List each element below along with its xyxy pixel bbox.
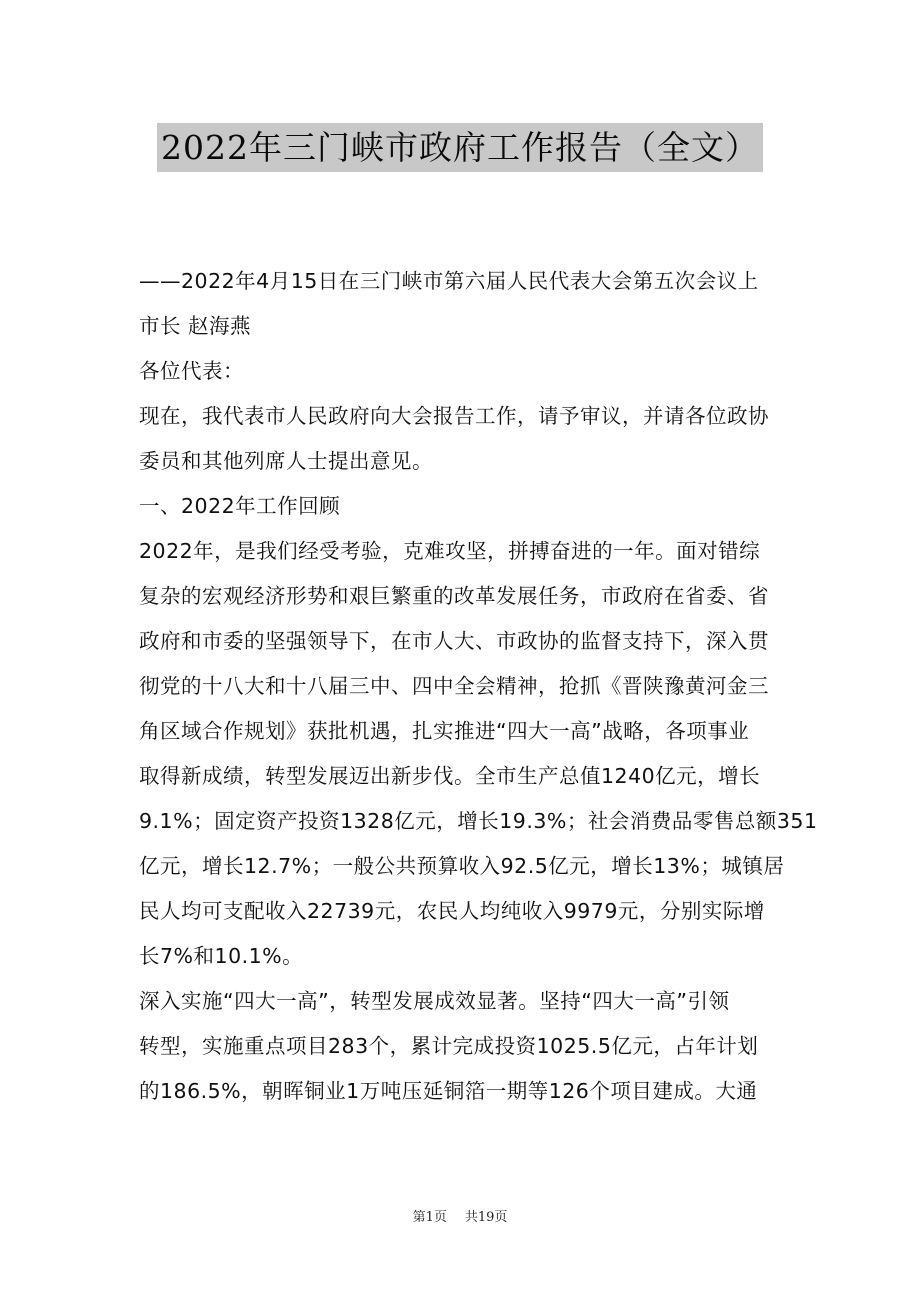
salutation: 各位代表： [139,359,244,383]
paragraph-line: 深入实施“四大一高”，转型发展成效显著。坚持“四大一高”引领 [139,989,730,1013]
paragraph-line: 取得新成绩，转型发展迈出新步伐。全市生产总值1240亿元，增长 [139,764,761,788]
page-number-total: 共19页 [464,1210,508,1225]
paragraph-line: 民人均可支配收入22739元，农民人均纯收入9979元，分别实际增 [139,899,765,923]
paragraph-line: 9.1%；固定资产投资1328亿元，增长19.3%；社会消费品零售总额351 [139,809,818,833]
paragraph-line: 彻党的十八大和十八届三中、四中全会精神，抢抓《晋陕豫黄河金三 [139,674,769,698]
paragraph-line: 长7%和10.1%。 [139,944,304,968]
paragraph-line: 亿元，增长12.7%；一般公共预算收入92.5亿元，增长13%；城镇居 [139,854,785,878]
paragraph-line: 转型，实施重点项目283个，累计完成投资1025.5亿元，占年计划 [139,1034,759,1058]
page-number-current: 第1页 [412,1210,447,1225]
paragraph-line: 委员和其他列席人士提出意见。 [139,449,433,473]
subtitle-meeting-line: ——2022年4月15日在三门峡市第六届人民代表大会第五次会议上 [139,269,759,293]
title-container [0,123,920,172]
section-heading: 一、2022年工作回顾 [139,494,341,518]
paragraph-line: 角区域合作规划》获批机遇，扎实推进“四大一高”战略，各项事业 [139,719,750,743]
page-footer [0,1206,920,1225]
speaker-line: 市长 赵海燕 [139,314,252,338]
paragraph-line: 政府和市委的坚强领导下，在市人大、市政协的监督支持下，深入贯 [139,629,769,653]
paragraph-line: 现在，我代表市人民政府向大会报告工作，请予审议，并请各位政协 [139,404,769,428]
paragraph-line: 的186.5%，朝晖铜业1万吨压延铜箔一期等126个项目建成。大通 [139,1079,758,1103]
document-body [139,262,818,1117]
paragraph-line: 复杂的宏观经济形势和艰巨繁重的改革发展任务，市政府在省委、省 [139,584,769,608]
paragraph-line: 2022年，是我们经受考验，克难攻坚，拼搏奋进的一年。面对错综 [139,539,761,563]
document-title: 2022年三门峡市政府工作报告（全文） [157,123,763,172]
